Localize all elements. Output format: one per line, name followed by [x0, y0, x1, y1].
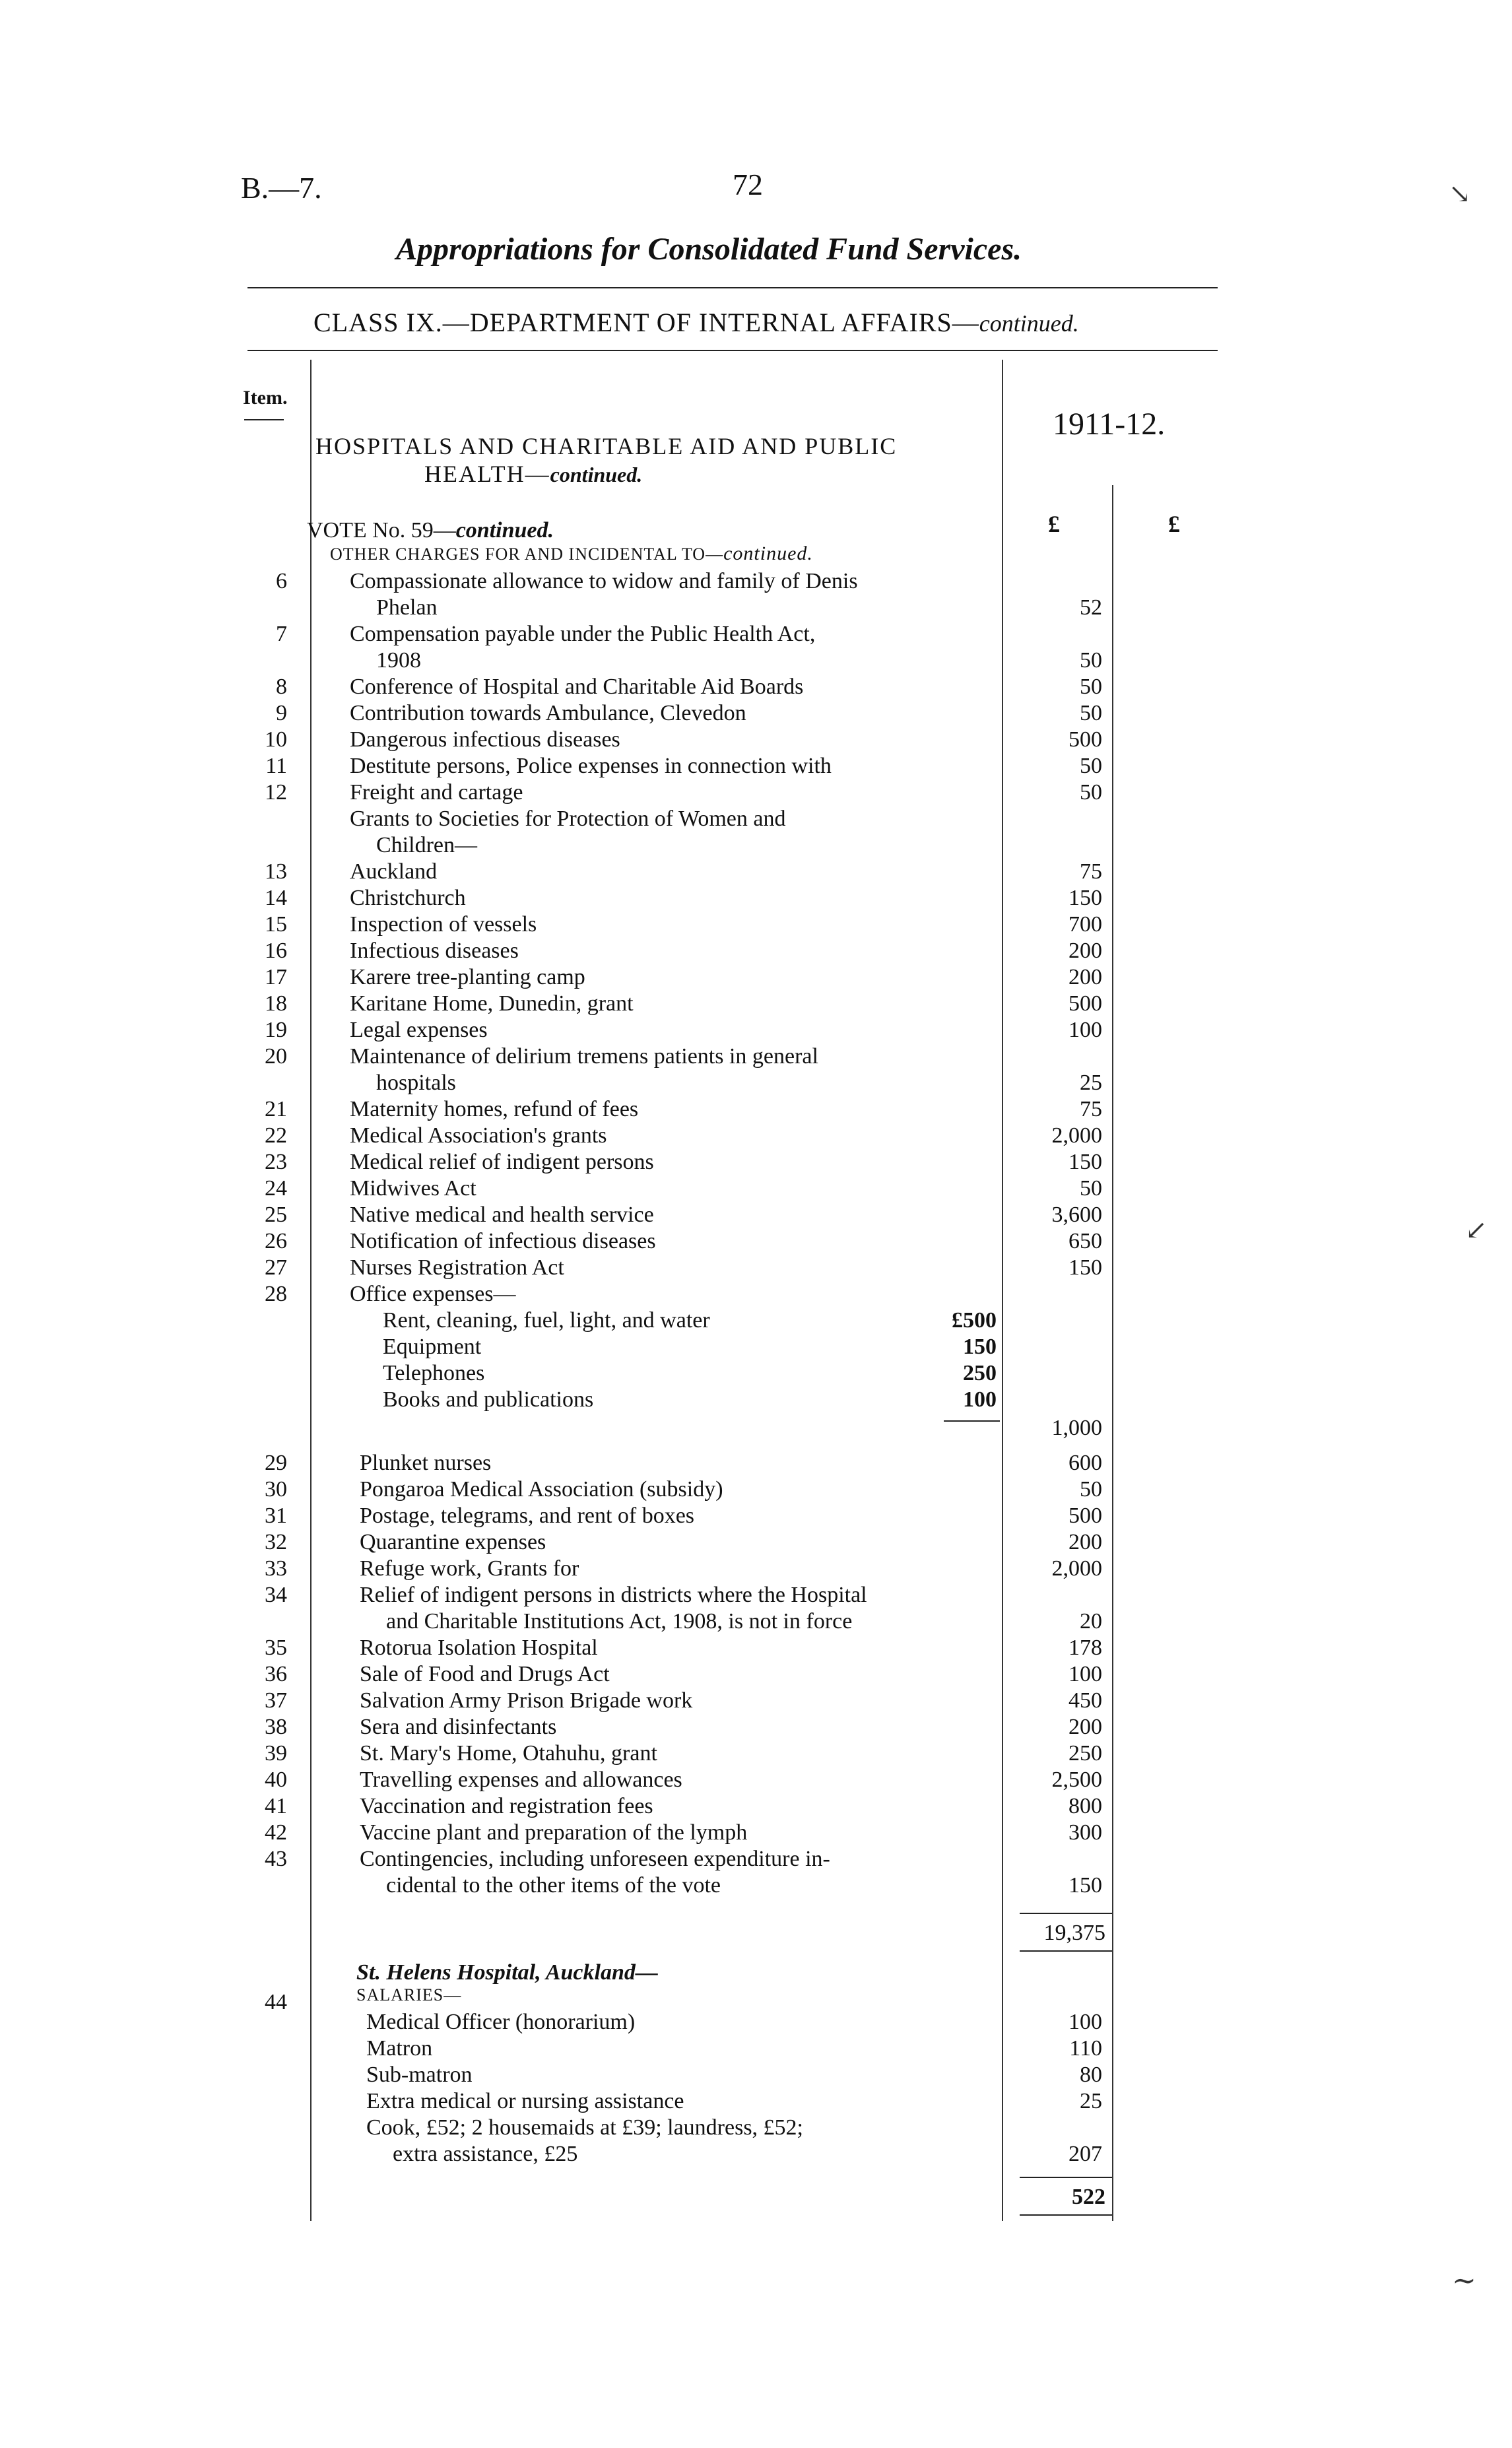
table-row — [0, 675, 1512, 701]
item-amount: 110 — [1069, 2036, 1102, 2061]
table-row — [0, 859, 1512, 886]
table-row — [0, 807, 1512, 833]
office-expense-label: Equipment — [383, 1335, 482, 1359]
item-amount: 200 — [1068, 1715, 1102, 1739]
item-description: Office expenses— — [350, 1282, 516, 1306]
item-amount: 450 — [1068, 1688, 1102, 1713]
item-amount: 650 — [1068, 1229, 1102, 1253]
office-expense-label: Telephones — [383, 1361, 485, 1385]
item-description: Contribution towards Ambulance, Clevedon — [350, 701, 746, 725]
item-amount: 100 — [1068, 1662, 1102, 1686]
st-helens-total: 522 — [1072, 2185, 1105, 2209]
total-rule-bottom — [1020, 1950, 1112, 1952]
office-expense-amount: 250 — [963, 1361, 997, 1385]
margin-mark: ↙ — [1465, 1215, 1488, 1245]
item-number: 26 — [265, 1229, 287, 1253]
item-number: 10 — [265, 727, 287, 752]
item-description: Children— — [376, 833, 477, 857]
table-row — [0, 1609, 1512, 1636]
item-number: 11 — [265, 754, 287, 778]
item-number: 35 — [265, 1636, 287, 1660]
item-amount: 2,500 — [1051, 1768, 1102, 1792]
item-description: Travelling expenses and allowances — [360, 1768, 682, 1792]
table-row — [0, 2089, 1512, 2115]
item-amount: 500 — [1068, 727, 1102, 752]
item-amount: 50 — [1080, 648, 1102, 673]
item-number: 22 — [265, 1123, 287, 1148]
table-row — [0, 1123, 1512, 1150]
item-number: 17 — [265, 965, 287, 989]
st-helens-heading: St. Helens Hospital, Auckland— — [356, 1960, 658, 1985]
item-description: Compensation payable under the Public Health Act, — [350, 622, 816, 646]
item-description: cidental to the other items of the vote — [386, 1873, 721, 1898]
item-description: Notification of infectious diseases — [350, 1229, 656, 1253]
item-amount: 50 — [1080, 754, 1102, 778]
total-rule-bottom — [1020, 2214, 1112, 2216]
table-row — [0, 1308, 1512, 1335]
table-row — [0, 991, 1512, 1018]
item-description: Refuge work, Grants for — [360, 1556, 579, 1581]
total-rule-top — [1020, 2177, 1112, 2178]
item-description: and Charitable Institutions Act, 1908, is not in force — [386, 1609, 853, 1634]
item-amount: 100 — [1068, 1018, 1102, 1042]
item-description: Maintenance of delirium tremens patients in general — [350, 1044, 818, 1069]
total-rule-top — [1020, 1913, 1112, 1914]
item-description: Vaccine plant and preparation of the lymph — [360, 1820, 748, 1845]
item-description: Grants to Societies for Protection of Women and — [350, 807, 786, 831]
item-number: 44 — [265, 1990, 287, 2014]
item-amount: 80 — [1080, 2063, 1102, 2087]
table-row — [0, 1873, 1512, 1900]
item-number: 24 — [265, 1176, 287, 1201]
item-amount: 150 — [1068, 1150, 1102, 1174]
currency-symbol: £ — [1168, 511, 1180, 537]
item-number: 43 — [265, 1847, 287, 1871]
table-row — [0, 1387, 1512, 1414]
table-row — [0, 1451, 1512, 1477]
item-description: Vaccination and registration fees — [360, 1794, 653, 1818]
item-description: Legal expenses — [350, 1018, 488, 1042]
item-number: 15 — [265, 912, 287, 937]
item-amount: 500 — [1068, 1504, 1102, 1528]
table-row — [0, 1335, 1512, 1361]
item-amount: 3,600 — [1051, 1203, 1102, 1227]
item-number: 6 — [276, 569, 287, 593]
item-description: Dangerous infectious diseases — [350, 727, 620, 752]
item-number: 16 — [265, 939, 287, 963]
item-description: Pongaroa Medical Association (subsidy) — [360, 1477, 723, 1502]
item-amount: 200 — [1068, 1530, 1102, 1554]
table-row — [0, 1504, 1512, 1530]
item-amount: 75 — [1080, 859, 1102, 884]
item-number: 21 — [265, 1097, 287, 1121]
table-row — [0, 1715, 1512, 1741]
table-row — [0, 780, 1512, 807]
item-description: Salvation Army Prison Brigade work — [360, 1688, 693, 1713]
item-description: Rotorua Isolation Hospital — [360, 1636, 598, 1660]
table-row — [0, 1150, 1512, 1176]
table-row — [0, 1794, 1512, 1820]
item-description: Sub-matron — [366, 2063, 473, 2087]
item-amount: 25 — [1080, 2089, 1102, 2113]
salaries-heading: SALARIES— — [356, 1985, 462, 2004]
margin-mark: ∼ — [1452, 2265, 1476, 2297]
item-description: Auckland — [350, 859, 438, 884]
item-number: 9 — [276, 701, 287, 725]
table-row — [0, 1583, 1512, 1609]
office-expense-amount: £500 — [952, 1308, 997, 1333]
table-row — [0, 886, 1512, 912]
document-reference: B.—7. — [241, 171, 322, 205]
table-row — [0, 2010, 1512, 2036]
table-row — [0, 1530, 1512, 1556]
table-row — [0, 1071, 1512, 1097]
table-row — [0, 1636, 1512, 1662]
item-amount: 20 — [1080, 1609, 1102, 1634]
table-row — [0, 1044, 1512, 1071]
table-row — [0, 622, 1512, 648]
vote-total: 19,375 — [1043, 1921, 1105, 1945]
item-description: Inspection of vessels — [350, 912, 537, 937]
item-description: Midwives Act — [350, 1176, 477, 1201]
item-amount: 50 — [1080, 701, 1102, 725]
item-amount: 500 — [1068, 991, 1102, 1016]
item-amount: 150 — [1068, 1873, 1102, 1898]
item-amount: 50 — [1080, 780, 1102, 805]
page-number: 72 — [733, 168, 763, 201]
table-row — [0, 1768, 1512, 1794]
item-number: 25 — [265, 1203, 287, 1227]
table-row — [0, 912, 1512, 939]
item-number: 14 — [265, 886, 287, 910]
item-number: 39 — [265, 1741, 287, 1766]
item-amount: 200 — [1068, 939, 1102, 963]
page-title: Appropriations for Consolidated Fund Services. — [396, 232, 1022, 267]
item-amount: 25 — [1080, 1071, 1102, 1095]
item-description: Compassionate allowance to widow and family of Denis — [350, 569, 858, 593]
item-number: 27 — [265, 1255, 287, 1280]
item-header-rule — [244, 419, 284, 420]
item-number: 37 — [265, 1688, 287, 1713]
subheading: OTHER CHARGES FOR AND INCIDENTAL TO—continued. — [330, 543, 813, 564]
office-expense-label: Books and publications — [383, 1387, 594, 1412]
office-expense-amount: 150 — [963, 1335, 997, 1359]
item-number: 7 — [276, 622, 287, 646]
table-row — [0, 1741, 1512, 1768]
table-row — [0, 1662, 1512, 1688]
item-number: 19 — [265, 1018, 287, 1042]
item-number: 8 — [276, 675, 287, 699]
item-description: Karitane Home, Dunedin, grant — [350, 991, 634, 1016]
item-description: Quarantine expenses — [360, 1530, 546, 1554]
item-description: Conference of Hospital and Charitable Aid Boards — [350, 675, 804, 699]
item-description: Plunket nurses — [360, 1451, 492, 1475]
item-description: Phelan — [376, 595, 438, 620]
item-amount: 50 — [1080, 1176, 1102, 1201]
item-description: Sale of Food and Drugs Act — [360, 1662, 610, 1686]
item-number: 23 — [265, 1150, 287, 1174]
office-expense-amount: 100 — [963, 1387, 997, 1412]
item-description: Relief of indigent persons in districts where the Hospital — [360, 1583, 867, 1607]
top-rule — [247, 287, 1218, 288]
table-row — [0, 1688, 1512, 1715]
table-row — [0, 2036, 1512, 2063]
table-row — [0, 1097, 1512, 1123]
table-row — [0, 1255, 1512, 1282]
table-row — [0, 939, 1512, 965]
item-description: Medical Association's grants — [350, 1123, 607, 1148]
table-row — [0, 833, 1512, 859]
currency-symbol: £ — [1048, 511, 1060, 537]
table-row — [0, 754, 1512, 780]
table-row — [0, 2115, 1512, 2142]
table-row — [0, 1018, 1512, 1044]
item-number: 32 — [265, 1530, 287, 1554]
item-description: Destitute persons, Police expenses in connection with — [350, 754, 832, 778]
item-number: 30 — [265, 1477, 287, 1502]
item-description: Nurses Registration Act — [350, 1255, 564, 1280]
item-description: hospitals — [376, 1071, 456, 1095]
office-subtotal-rule — [944, 1420, 1000, 1422]
item-amount: 250 — [1068, 1741, 1102, 1766]
item-amount: 100 — [1068, 2010, 1102, 2034]
item-number: 31 — [265, 1504, 287, 1528]
table-row — [0, 1203, 1512, 1229]
table-row — [0, 1477, 1512, 1504]
item-description: Karere tree-planting camp — [350, 965, 585, 989]
item-description: Postage, telegrams, and rent of boxes — [360, 1504, 695, 1528]
item-amount: 300 — [1068, 1820, 1102, 1845]
item-number: 33 — [265, 1556, 287, 1581]
item-amount: 600 — [1068, 1451, 1102, 1475]
office-expense-label: Rent, cleaning, fuel, light, and water — [383, 1308, 710, 1333]
section-heading: HOSPITALS AND CHARITABLE AID AND PUBLIC HEALTH—continued. — [315, 433, 898, 487]
item-number: 38 — [265, 1715, 287, 1739]
item-number: 40 — [265, 1768, 287, 1792]
item-description: extra assistance, £25 — [393, 2142, 578, 2166]
margin-mark: ↘ — [1449, 179, 1471, 209]
table-row — [0, 1556, 1512, 1583]
item-number: 20 — [265, 1044, 287, 1069]
table-row — [0, 648, 1512, 675]
item-amount: 52 — [1080, 595, 1102, 620]
item-number: 29 — [265, 1451, 287, 1475]
table-row — [0, 701, 1512, 727]
item-description: Contingencies, including unforeseen expenditure in- — [360, 1847, 830, 1871]
item-description: Cook, £52; 2 housemaids at £39; laundress, £52; — [366, 2115, 804, 2140]
item-amount: 150 — [1068, 1255, 1102, 1280]
item-description: Sera and disinfectants — [360, 1715, 557, 1739]
item-description: Freight and cartage — [350, 780, 523, 805]
item-number: 12 — [265, 780, 287, 805]
item-amount: 50 — [1080, 675, 1102, 699]
item-number: 18 — [265, 991, 287, 1016]
year-column-header: 1911-12. — [1053, 407, 1166, 442]
table-row — [0, 1282, 1512, 1308]
table-row — [0, 1176, 1512, 1203]
item-description: St. Mary's Home, Otahuhu, grant — [360, 1741, 657, 1766]
item-amount: 800 — [1068, 1794, 1102, 1818]
item-number: 42 — [265, 1820, 287, 1845]
table-row — [0, 1361, 1512, 1387]
table-row — [0, 965, 1512, 991]
item-description: Maternity homes, refund of fees — [350, 1097, 639, 1121]
item-amount: 700 — [1068, 912, 1102, 937]
item-amount: 75 — [1080, 1097, 1102, 1121]
item-amount: 200 — [1068, 965, 1102, 989]
office-expenses-total: 1,000 — [1051, 1416, 1102, 1440]
item-description: Medical relief of indigent persons — [350, 1150, 654, 1174]
item-number: 41 — [265, 1794, 287, 1818]
item-description: Christchurch — [350, 886, 466, 910]
item-number: 13 — [265, 859, 287, 884]
item-column-header: Item. — [243, 387, 288, 409]
item-amount: 2,000 — [1051, 1123, 1102, 1148]
item-amount: 2,000 — [1051, 1556, 1102, 1581]
table-row — [0, 1847, 1512, 1873]
item-description: Matron — [366, 2036, 433, 2061]
table-row — [0, 1820, 1512, 1847]
class-rule — [247, 350, 1218, 351]
item-amount: 50 — [1080, 1477, 1102, 1502]
item-description: Infectious diseases — [350, 939, 519, 963]
item-description: Medical Officer (honorarium) — [366, 2010, 636, 2034]
item-description: Extra medical or nursing assistance — [366, 2089, 684, 2113]
table-row — [0, 2063, 1512, 2089]
class-heading: CLASS IX.—DEPARTMENT OF INTERNAL AFFAIRS—continued. — [313, 308, 1079, 337]
item-amount: 207 — [1068, 2142, 1102, 2166]
item-amount: 178 — [1068, 1636, 1102, 1660]
item-amount: 150 — [1068, 886, 1102, 910]
table-row — [0, 595, 1512, 622]
item-number: 34 — [265, 1583, 287, 1607]
item-number: 28 — [265, 1282, 287, 1306]
table-row — [0, 727, 1512, 754]
table-row — [0, 569, 1512, 595]
item-description: Native medical and health service — [350, 1203, 654, 1227]
table-row — [0, 2142, 1512, 2168]
item-description: 1908 — [376, 648, 421, 673]
item-number: 36 — [265, 1662, 287, 1686]
table-row — [0, 1229, 1512, 1255]
vote-heading: VOTE No. 59—continued. — [307, 518, 554, 543]
